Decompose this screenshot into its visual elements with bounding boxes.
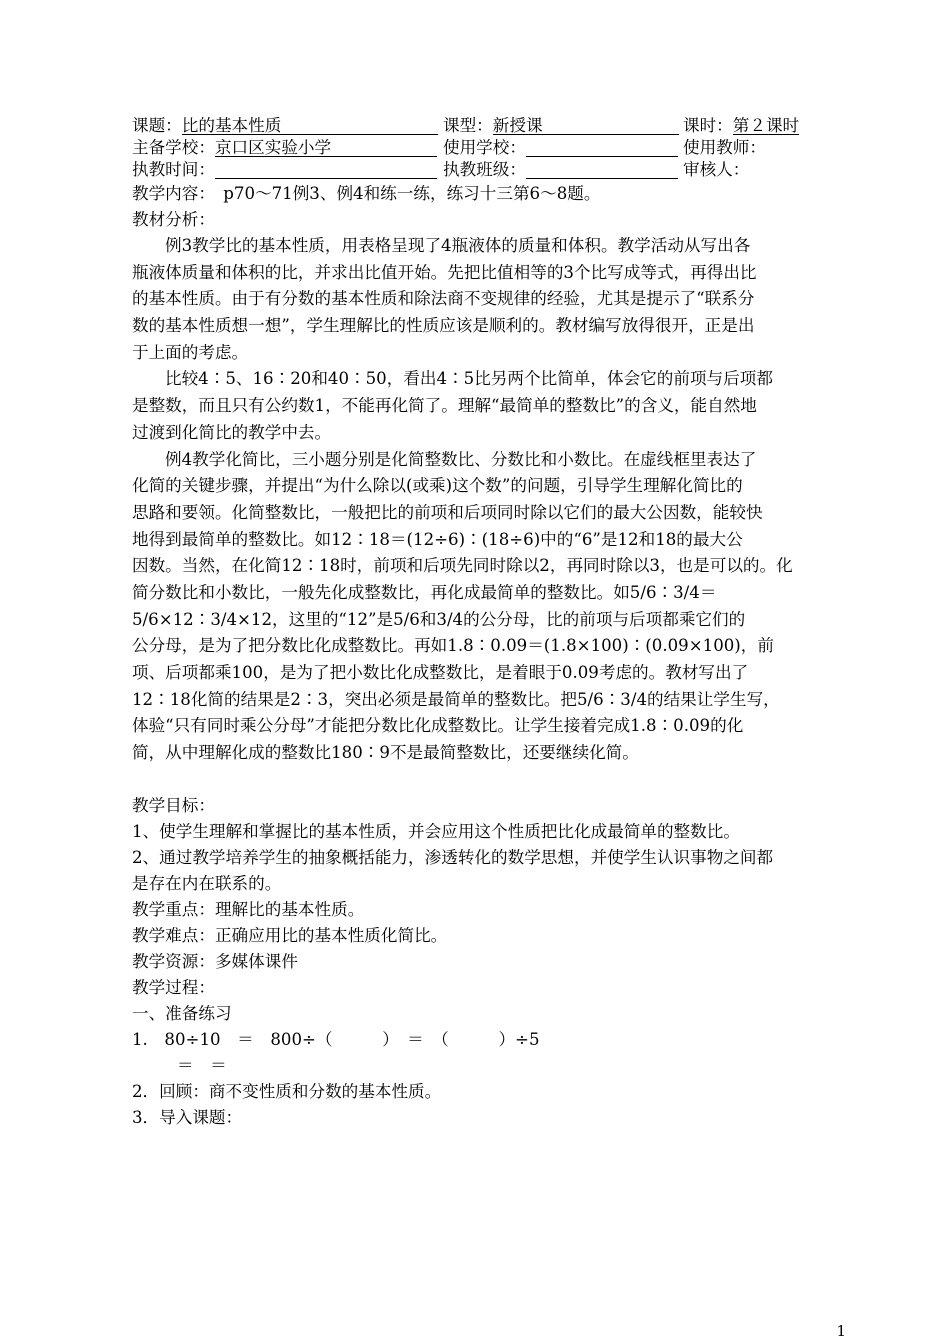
text-line: 简，从中理解化成的整数比180∶9不是最简整数比，还要继续化简。 bbox=[132, 743, 639, 763]
header-row-2 bbox=[132, 137, 850, 159]
lead-school-value: 京口区实验小学 bbox=[215, 137, 437, 157]
text-line: 过渡到化简比的教学中去。 bbox=[132, 422, 332, 442]
period-label: 课时： bbox=[683, 116, 733, 135]
text-line: 简分数比和小数比，一般先化成整数比，再化成最简单的整数比。如5/6∶3/4＝ bbox=[132, 582, 717, 602]
goal-2-continued: 是存在内在联系的。 bbox=[132, 873, 282, 893]
section-1-title: 一、准备练习 bbox=[132, 1003, 232, 1023]
header-row-3 bbox=[132, 159, 850, 181]
text-line: 瓶液体质量和体积的比，并求出比值开始。先把比值相等的3个比写成等式，再得出比 bbox=[132, 262, 757, 282]
difficulty: 教学难点：正确应用比的基本性质化简比。 bbox=[132, 925, 448, 945]
goals-title: 教学目标： bbox=[132, 795, 215, 815]
text-line: 于上面的考虑。 bbox=[132, 342, 249, 362]
text-line: 公分母，是为了把分数比化成整数比。再如1.8∶0.09＝(1.8×100)∶(0.09×100)，前 bbox=[132, 636, 774, 656]
teaching-class-label: 执教班级： bbox=[443, 160, 526, 179]
text-line: 项、后项都乘100，是为了把小数比化成整数比，是着眼于0.09考虑的。教材写出了 bbox=[132, 663, 749, 682]
using-teacher-label: 使用教师： bbox=[683, 138, 766, 157]
analysis-paragraph-3 bbox=[132, 447, 850, 767]
teaching-class-value bbox=[526, 159, 678, 179]
text-line: 例4教学化简比，三小题分别是化简整数比、分数比和小数比。在虚线框里表达了 bbox=[165, 449, 757, 469]
teaching-time-label: 执教时间： bbox=[132, 160, 215, 179]
document-page bbox=[132, 115, 850, 1131]
text-line: 5/6×12∶3/4×12，这里的“12”是5/6和3/4的公分母，比的前项与后项都乘它们的 bbox=[132, 609, 746, 629]
period-value: 第２课时 bbox=[732, 116, 800, 135]
spacer bbox=[132, 767, 850, 793]
lesson-type-value: 新授课 bbox=[493, 115, 679, 135]
exercise-2: 2．回顾：商不变性质和分数的基本性质。 bbox=[132, 1081, 442, 1101]
text-line: 12∶18化简的结果是2∶3，突出必须是最简单的整数比。把5/6∶3/4的结果让学生写， bbox=[132, 689, 780, 709]
text-line: 体验“只有同时乘公分母”才能把分数比化成整数比。让学生接着完成1.8∶0.09的化 bbox=[132, 716, 744, 736]
goal-2: 2、通过教学培养学生的抽象概括能力，渗透转化的数学思想，并使学生认识事物之间都 bbox=[132, 847, 774, 867]
key-point: 教学重点：理解比的基本性质。 bbox=[132, 899, 365, 919]
using-school-label: 使用学校： bbox=[443, 138, 526, 157]
using-school-value bbox=[526, 137, 678, 157]
process-title: 教学过程： bbox=[132, 977, 215, 997]
exercise-1-continued: ＝ ＝ bbox=[177, 1055, 227, 1075]
exercise-1: 1. 80÷10 ＝ 800÷（ ） ＝ （ ）÷5 bbox=[132, 1029, 540, 1049]
teaching-time-value bbox=[215, 159, 437, 179]
analysis-title: 教材分析： bbox=[132, 210, 215, 229]
analysis-paragraph-1 bbox=[132, 233, 850, 366]
header-row-1 bbox=[132, 115, 850, 137]
topic-label: 课题： bbox=[132, 116, 182, 135]
text-line: 思路和要领。化简整数比，一般把比的前项和后项同时除以它们的最大公因数，能较快 bbox=[132, 502, 763, 522]
lead-school-label: 主备学校： bbox=[132, 138, 215, 157]
page-number: 1 bbox=[836, 1322, 846, 1340]
teaching-content: 教学内容： p70～71例3、例4和练一练，练习十三第6～8题。 bbox=[132, 184, 601, 203]
text-line: 地得到最简单的整数比。如12∶18＝(12÷6)∶(18÷6)中的“6”是12和18的最大公 bbox=[132, 529, 743, 549]
text-line: 数的基本性质想一想”，学生理解比的性质应该是顺利的。教材编写放得很开，正是出 bbox=[132, 316, 755, 336]
reviewer-label: 审核人： bbox=[683, 160, 750, 179]
text-line: 是整数，而且只有公约数1，不能再化简了。理解“最简单的整数比”的含义，能自然地 bbox=[132, 396, 757, 416]
text-line: 的基本性质。由于有分数的基本性质和除法商不变规律的经验，尤其是提示了“联系分 bbox=[132, 289, 755, 309]
text-line: 化简的关键步骤，并提出“为什么除以(或乘)这个数”的问题，引导学生理解化简比的 bbox=[132, 476, 743, 496]
lesson-type-label: 课型： bbox=[443, 116, 493, 135]
topic-value: 比的基本性质 bbox=[182, 115, 438, 135]
text-line: 因数。当然，在化简12∶18时，前项和后项先同时除以2，再同时除以3，也是可以的。化 bbox=[132, 556, 793, 576]
goal-1: 1、使学生理解和掌握比的基本性质，并会应用这个性质把比化成最简单的整数比。 bbox=[132, 821, 740, 841]
text-line: 例3教学比的基本性质，用表格呈现了4瓶液体的质量和体积。教学活动从写出各 bbox=[165, 236, 751, 255]
text-line: 比较4∶5、16∶20和40∶50，看出4∶5比另两个比简单，体会它的前项与后项都 bbox=[165, 369, 773, 389]
resources: 教学资源：多媒体课件 bbox=[132, 951, 298, 971]
exercise-3: 3．导入课题： bbox=[132, 1107, 243, 1127]
analysis-paragraph-2 bbox=[132, 366, 850, 446]
